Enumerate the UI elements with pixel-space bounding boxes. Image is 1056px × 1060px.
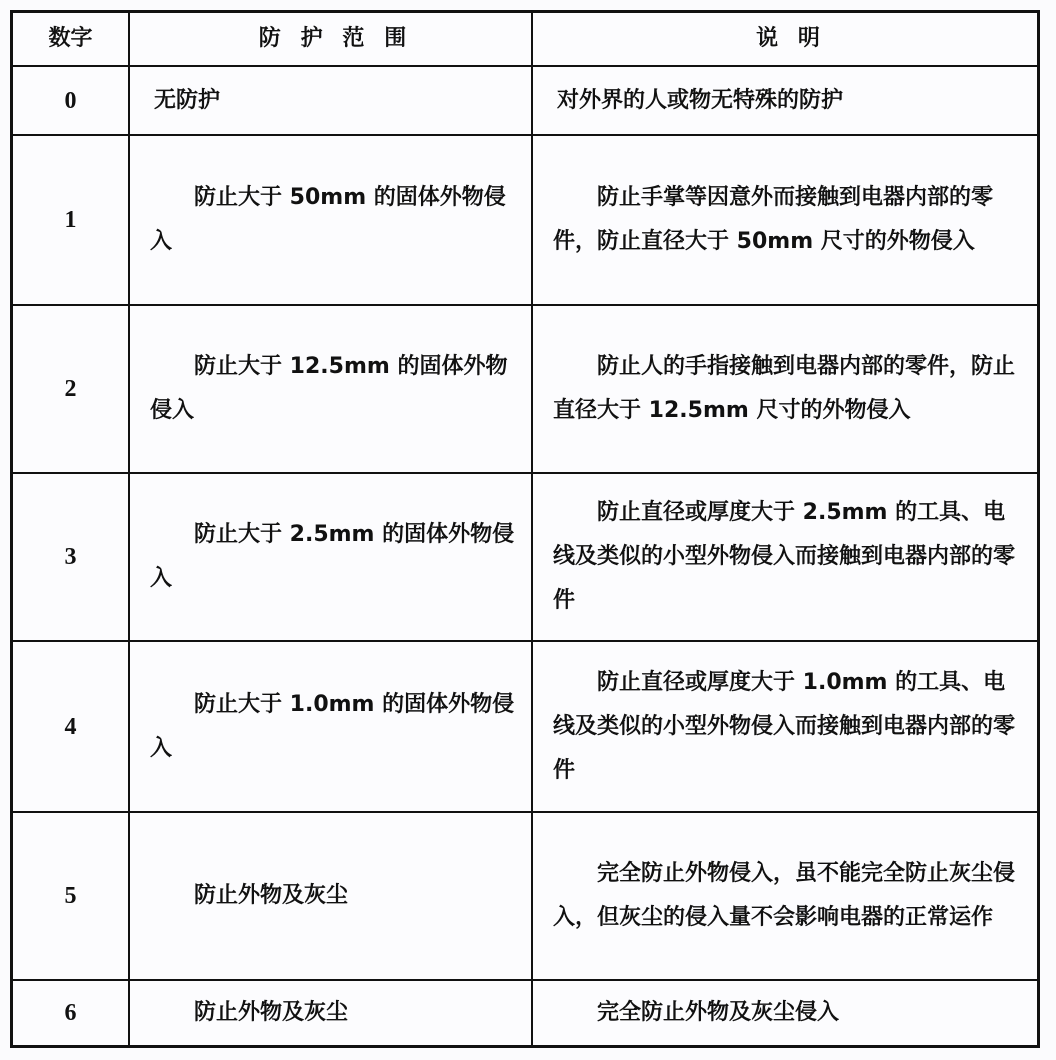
row-range-text: 防止大于 12.5mm 的固体外物侵入 [150,354,508,423]
row-range-text: 防止大于 1.0mm 的固体外物侵入 [150,691,515,761]
row-range-text: 防止外物及灰尘 [194,1000,349,1025]
row-range-text: 防止大于 2.5mm 的固体外物侵入 [150,522,515,591]
row-description-cell [533,642,1037,811]
row-range-cell [130,642,533,811]
ip-protection-table [10,10,1040,1048]
row-number-cell [13,67,130,134]
row-number-cell [13,136,130,304]
table-row [13,642,1037,813]
table-header-row [13,13,1037,67]
row-range-text: 防止大于 50mm 的固体外物侵入 [150,185,506,254]
row-range-text: 无防护 [154,87,221,113]
row-number: 3 [64,544,77,570]
header-range-label: 防护范围 [258,26,426,51]
row-range-cell [130,813,533,979]
row-range-cell [130,474,533,640]
row-description-text: 对外界的人或物无特殊的防护 [557,87,844,113]
header-number-label: 数字 [48,26,93,51]
table-row [13,306,1037,474]
row-number: 1 [64,207,77,233]
row-number: 5 [64,883,77,909]
table-row [13,136,1037,306]
row-description-text: 完全防止外物及灰尘侵入 [597,1000,840,1025]
row-number-cell [13,981,130,1045]
row-number-cell [13,474,130,640]
row-number: 0 [64,87,77,114]
row-description-text: 防止人的手指接触到电器内部的零件，防止直径大于 12.5mm 尺寸的外物侵入 [553,354,1016,423]
row-number: 6 [64,1000,77,1026]
table-row [13,981,1037,1045]
row-description-cell [533,306,1037,472]
header-range [130,13,533,65]
row-description-text: 防止手掌等因意外而接触到电器内部的零件，防止直径大于 50mm 尺寸的外物侵入 [553,185,994,254]
row-description-text: 防止直径或厚度大于 2.5mm 的工具、电线及类似的小型外物侵入而接触到电器内部的零件 [553,500,1016,613]
header-number [13,13,130,65]
table-row [13,474,1037,642]
row-range-cell [130,136,533,304]
row-number: 2 [64,376,77,402]
row-number: 4 [64,713,77,740]
header-description [533,13,1037,65]
table-row [13,67,1037,136]
row-number-cell [13,306,130,472]
row-description-text: 防止直径或厚度大于 1.0mm 的工具、电线及类似的小型外物侵入而接触到电器内部的零件 [553,669,1016,783]
table-row [13,813,1037,981]
row-description-cell [533,67,1037,134]
row-range-cell [130,67,533,134]
row-description-cell [533,813,1037,979]
row-range-cell [130,981,533,1045]
row-description-cell [533,981,1037,1045]
row-number-cell [13,642,130,811]
row-description-cell [533,136,1037,304]
row-range-text: 防止外物及灰尘 [194,883,349,908]
row-description-cell [533,474,1037,640]
row-number-cell [13,813,130,979]
row-description-text: 完全防止外物侵入，虽不能完全防止灰尘侵入，但灰尘的侵入量不会影响电器的正常运作 [553,861,1016,930]
row-range-cell [130,306,533,472]
header-description-label: 说明 [756,26,840,51]
